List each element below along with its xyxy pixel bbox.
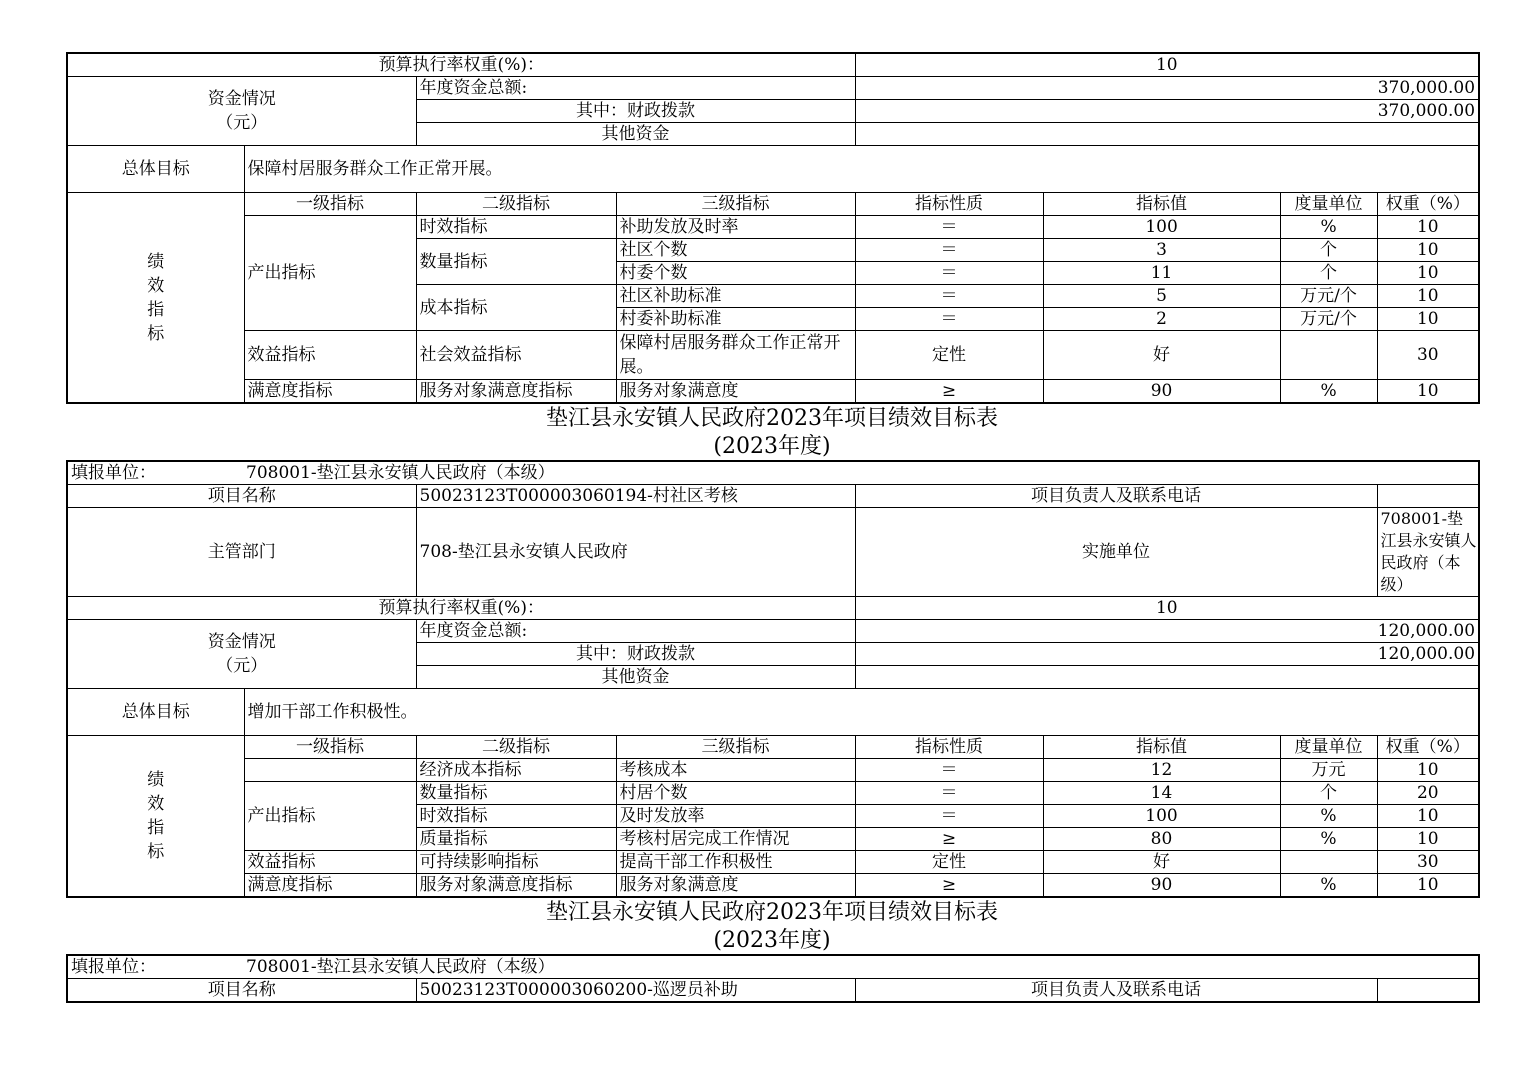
level2-cell: 可持续影响指标	[416, 851, 616, 874]
header-weight: 权重（%）	[1377, 736, 1479, 759]
overall-goal-text: 增加干部工作积极性。	[244, 689, 1479, 736]
unit-cell: %	[1280, 216, 1377, 239]
performance-label: 绩效指标	[147, 770, 165, 862]
unit-cell	[1280, 851, 1377, 874]
unit-cell: 个	[1280, 782, 1377, 805]
manager-phone-value	[1377, 979, 1479, 1003]
nature-cell: ＝	[855, 308, 1043, 331]
overall-goal-text: 保障村居服务群众工作正常开展。	[244, 146, 1479, 193]
level2-cell: 社会效益指标	[416, 331, 616, 380]
weight-cell: 20	[1377, 782, 1479, 805]
level3-cell: 及时发放率	[616, 805, 855, 828]
value-cell: 12	[1043, 759, 1280, 782]
level1-cell: 满意度指标	[244, 380, 416, 404]
performance-label-cell	[67, 736, 244, 898]
fill-unit-value: 708001-垫江县永安镇人民政府（本级）	[246, 463, 555, 483]
level1-cell: 满意度指标	[244, 874, 416, 898]
budget-weight-value: 10	[855, 597, 1479, 620]
project-name-row	[67, 979, 1479, 1003]
nature-cell: ＝	[855, 239, 1043, 262]
budget-weight-row	[67, 53, 1479, 77]
manager-phone-label: 项目负责人及联系电话	[855, 979, 1377, 1003]
value-cell: 2	[1043, 308, 1280, 331]
level3-cell: 村委补助标准	[616, 308, 855, 331]
overall-goal-row	[67, 689, 1479, 736]
fiscal-value: 370,000.00	[855, 100, 1479, 123]
level3-cell: 提高干部工作积极性	[616, 851, 855, 874]
value-cell: 14	[1043, 782, 1280, 805]
funds-unit-label: （元）	[216, 113, 268, 133]
value-cell: 100	[1043, 216, 1280, 239]
section-3-table	[66, 954, 1480, 1003]
value-cell: 3	[1043, 239, 1280, 262]
unit-cell: 个	[1280, 239, 1377, 262]
table-row	[67, 851, 1479, 874]
nature-cell: ＝	[855, 805, 1043, 828]
unit-cell: %	[1280, 805, 1377, 828]
nature-cell: ≥	[855, 828, 1043, 851]
header-level1: 一级指标	[244, 193, 416, 216]
impl-unit-value: 708001-垫江县永安镇人民政府（本级）	[1377, 508, 1479, 597]
funds-total-row	[67, 77, 1479, 100]
level2-cell: 服务对象满意度指标	[416, 874, 616, 898]
header-value: 指标值	[1043, 193, 1280, 216]
budget-weight-value: 10	[855, 53, 1479, 77]
level2-cell: 时效指标	[416, 216, 616, 239]
indicator-header-row	[67, 193, 1479, 216]
annual-total-label: 年度资金总额:	[416, 77, 855, 100]
table-row	[67, 216, 1479, 239]
indicator-header-row	[67, 736, 1479, 759]
level3-cell: 社区个数	[616, 239, 855, 262]
other-funds-value	[855, 666, 1479, 689]
level2-cell: 服务对象满意度指标	[416, 380, 616, 404]
weight-cell: 10	[1377, 216, 1479, 239]
level3-cell: 补助发放及时率	[616, 216, 855, 239]
header-level2: 二级指标	[416, 736, 616, 759]
supervisor-value: 708-垫江县永安镇人民政府	[416, 508, 855, 597]
other-funds-label: 其他资金	[416, 123, 855, 146]
level2-cell: 经济成本指标	[416, 759, 616, 782]
value-cell: 80	[1043, 828, 1280, 851]
weight-cell: 10	[1377, 759, 1479, 782]
level1-cell: 效益指标	[244, 851, 416, 874]
fill-unit-label: 填报单位：	[71, 463, 156, 483]
value-cell: 好	[1043, 331, 1280, 380]
value-cell: 90	[1043, 380, 1280, 404]
budget-weight-label: 预算执行率权重(%)：	[67, 597, 855, 620]
header-value: 指标值	[1043, 736, 1280, 759]
performance-label: 绩效指标	[147, 251, 165, 344]
header-level3: 三级指标	[616, 736, 855, 759]
value-cell: 90	[1043, 874, 1280, 898]
fill-unit-value: 708001-垫江县永安镇人民政府（本级）	[246, 957, 555, 977]
performance-label-cell	[67, 193, 244, 404]
section-2-title: 垫江县永安镇人民政府2023年项目绩效目标表	[546, 406, 998, 431]
funds-label-cell	[67, 77, 416, 146]
header-level1: 一级指标	[244, 736, 416, 759]
unit-cell: %	[1280, 828, 1377, 851]
value-cell: 好	[1043, 851, 1280, 874]
weight-cell: 10	[1377, 308, 1479, 331]
unit-cell: 个	[1280, 262, 1377, 285]
nature-cell: ＝	[855, 216, 1043, 239]
overall-goal-label: 总体目标	[67, 146, 244, 193]
nature-cell: ＝	[855, 262, 1043, 285]
nature-cell: 定性	[855, 331, 1043, 380]
level3-cell: 考核村居完成工作情况	[616, 828, 855, 851]
header-nature: 指标性质	[855, 193, 1043, 216]
level3-cell: 服务对象满意度	[616, 874, 855, 898]
unit-cell	[1280, 331, 1377, 380]
header-weight: 权重（%）	[1377, 193, 1479, 216]
table-row	[67, 782, 1479, 805]
weight-cell: 30	[1377, 331, 1479, 380]
value-cell: 5	[1043, 285, 1280, 308]
weight-cell: 10	[1377, 874, 1479, 898]
performance-target-sheet	[66, 52, 1478, 1003]
weight-cell: 10	[1377, 285, 1479, 308]
header-level2: 二级指标	[416, 193, 616, 216]
level2-cell: 数量指标	[416, 239, 616, 285]
unit-cell: 万元/个	[1280, 285, 1377, 308]
header-unit: 度量单位	[1280, 736, 1377, 759]
manager-phone-value	[1377, 485, 1479, 508]
table-row	[67, 380, 1479, 404]
level3-cell: 村委个数	[616, 262, 855, 285]
funds-label: 资金情况	[207, 632, 276, 652]
funds-unit-label: （元）	[216, 656, 268, 676]
level3-cell: 服务对象满意度	[616, 380, 855, 404]
impl-unit-label: 实施单位	[855, 508, 1377, 597]
level2-cell: 质量指标	[416, 828, 616, 851]
fiscal-label: 其中：财政拨款	[416, 643, 855, 666]
supervisor-label: 主管部门	[67, 508, 416, 597]
project-name-row	[67, 485, 1479, 508]
level3-cell: 保障村居服务群众工作正常开展。	[616, 331, 855, 380]
project-name-value: 50023123T000003060200-巡逻员补助	[416, 979, 855, 1003]
overall-goal-row	[67, 146, 1479, 193]
weight-cell: 10	[1377, 380, 1479, 404]
fiscal-label: 其中：财政拨款	[416, 100, 855, 123]
level1-cell: 产出指标	[244, 216, 416, 331]
table-row	[67, 331, 1479, 380]
section-3-subtitle: (2023年度)	[713, 928, 831, 953]
project-name-label: 项目名称	[67, 979, 416, 1003]
level1-cell: 效益指标	[244, 331, 416, 380]
nature-cell: ≥	[855, 874, 1043, 898]
value-cell: 100	[1043, 805, 1280, 828]
funds-total-row	[67, 620, 1479, 643]
other-funds-label: 其他资金	[416, 666, 855, 689]
budget-weight-label: 预算执行率权重(%)：	[67, 53, 855, 77]
fill-unit-cell	[67, 955, 1479, 979]
project-name-label: 项目名称	[67, 485, 416, 508]
nature-cell: ＝	[855, 285, 1043, 308]
section-2-table	[66, 460, 1480, 898]
unit-cell: 万元	[1280, 759, 1377, 782]
level3-cell: 社区补助标准	[616, 285, 855, 308]
funds-label: 资金情况	[207, 89, 276, 109]
fill-unit-label: 填报单位：	[71, 957, 156, 977]
header-nature: 指标性质	[855, 736, 1043, 759]
overall-goal-label: 总体目标	[67, 689, 244, 736]
fill-unit-row	[67, 955, 1479, 979]
level2-cell: 时效指标	[416, 805, 616, 828]
annual-total-value: 370,000.00	[855, 77, 1479, 100]
supervisor-row	[67, 508, 1479, 597]
unit-cell: 万元/个	[1280, 308, 1377, 331]
section-3-title: 垫江县永安镇人民政府2023年项目绩效目标表	[546, 900, 998, 925]
level1-cell: 产出指标	[244, 782, 416, 851]
header-level3: 三级指标	[616, 193, 855, 216]
level2-cell: 数量指标	[416, 782, 616, 805]
section-1-table	[66, 52, 1480, 404]
nature-cell: ≥	[855, 380, 1043, 404]
manager-phone-label: 项目负责人及联系电话	[855, 485, 1377, 508]
nature-cell: 定性	[855, 851, 1043, 874]
table-row	[67, 874, 1479, 898]
weight-cell: 10	[1377, 262, 1479, 285]
unit-cell: %	[1280, 380, 1377, 404]
other-funds-value	[855, 123, 1479, 146]
level3-cell: 村居个数	[616, 782, 855, 805]
level3-cell: 考核成本	[616, 759, 855, 782]
annual-total-label: 年度资金总额:	[416, 620, 855, 643]
weight-cell: 10	[1377, 239, 1479, 262]
budget-weight-row	[67, 597, 1479, 620]
annual-total-value: 120,000.00	[855, 620, 1479, 643]
unit-cell: %	[1280, 874, 1377, 898]
nature-cell: ＝	[855, 759, 1043, 782]
fill-unit-cell	[67, 461, 1479, 485]
value-cell: 11	[1043, 262, 1280, 285]
fiscal-value: 120,000.00	[855, 643, 1479, 666]
header-unit: 度量单位	[1280, 193, 1377, 216]
table-row	[67, 759, 1479, 782]
project-name-value: 50023123T000003060194-村社区考核	[416, 485, 855, 508]
level2-cell: 成本指标	[416, 285, 616, 331]
level1-cell	[244, 759, 416, 782]
funds-label-cell	[67, 620, 416, 689]
weight-cell: 30	[1377, 851, 1479, 874]
fill-unit-row	[67, 461, 1479, 485]
weight-cell: 10	[1377, 805, 1479, 828]
weight-cell: 10	[1377, 828, 1479, 851]
section-2-subtitle: (2023年度)	[713, 434, 831, 459]
nature-cell: ＝	[855, 782, 1043, 805]
